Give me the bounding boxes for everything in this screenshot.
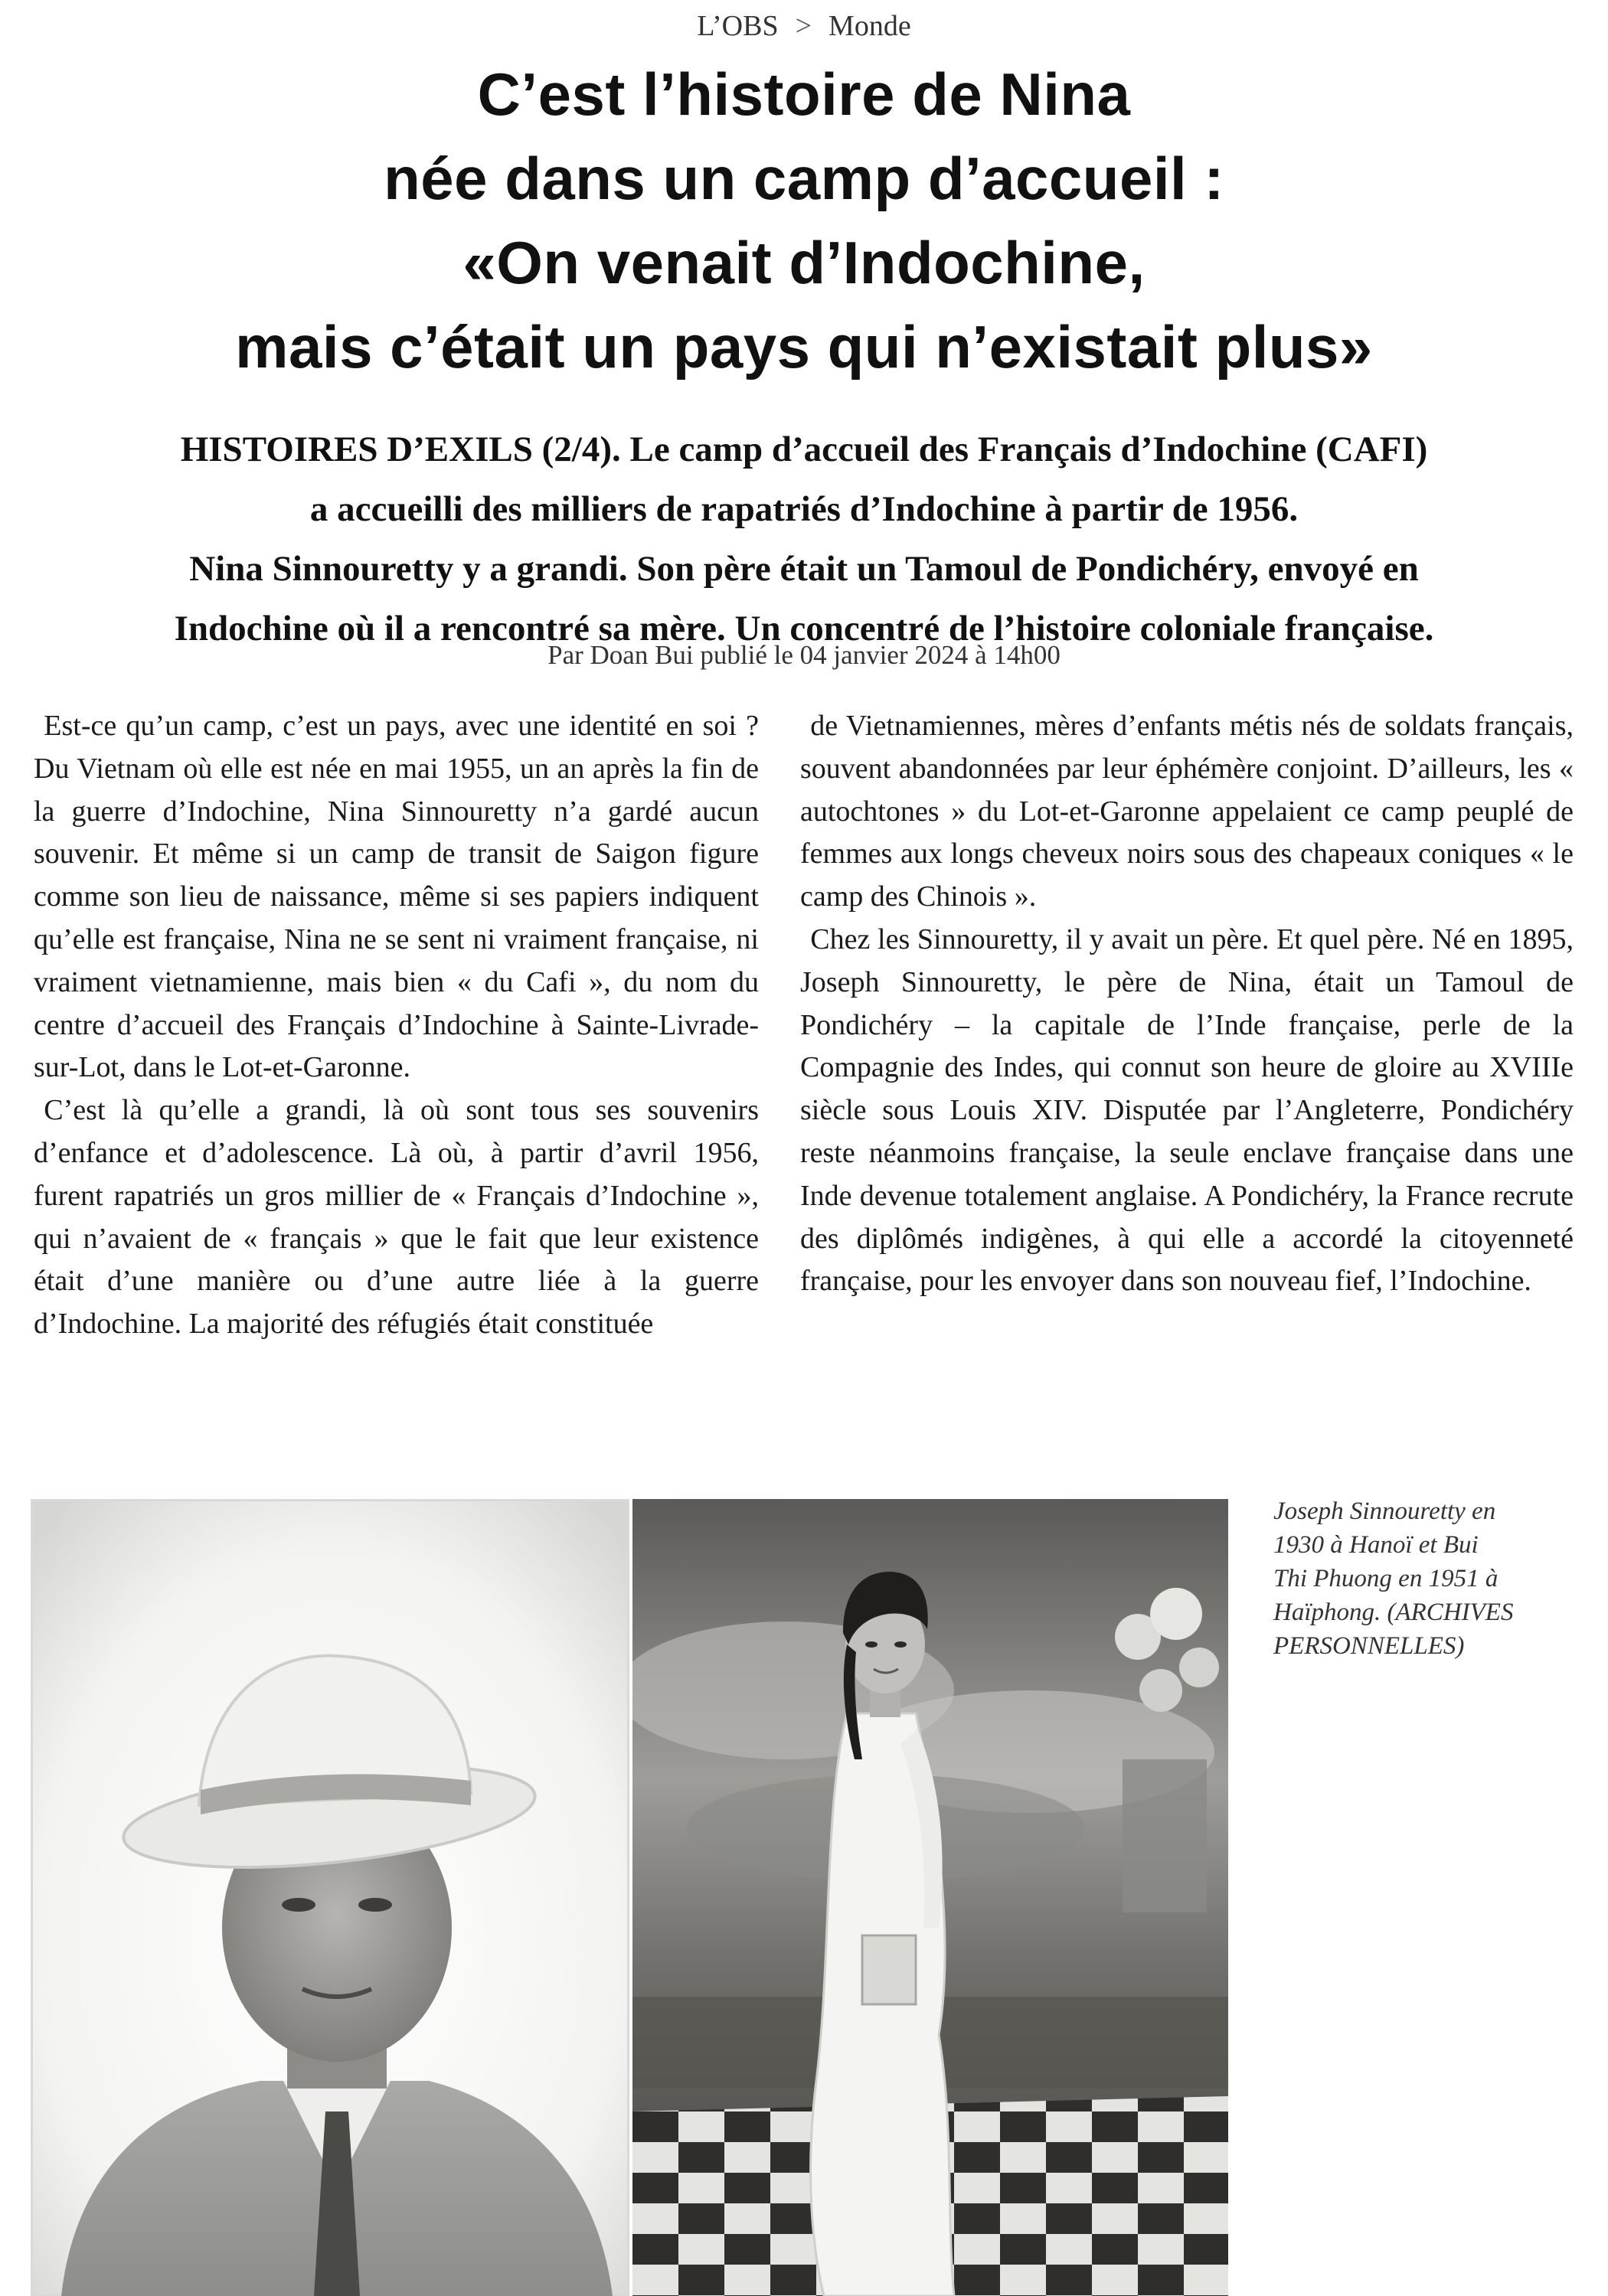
breadcrumb xyxy=(0,9,1608,43)
lede-line: HISTOIRES D’EXILS (2/4). Le camp d’accueil des Français d’Indochine (CAFI) xyxy=(180,429,1428,469)
article-headline xyxy=(15,52,1593,389)
headline-line: née dans un camp d’accueil : xyxy=(384,145,1224,212)
photo-caption xyxy=(1273,1494,1595,1663)
body-paragraph: Chez les Sinnouretty, il y avait un père. Et quel père. Né en 1895, Joseph Sinnouretty, le père de Nina, était un Tamoul de Pondichéry – la capitale de l’Inde française, perle de la Compagnie des Indes, qui connut son heure de gloire au XVIIIe siècle sous Louis XIV. Disputée par l’Angleterre, Pondichéry reste néanmoins française, la seule enclave française dans une Inde devenue totalement anglaise. A Pondichéry, la France recrute des diplômés indigènes, à qui elle a accordé la citoyenneté française, pour les envoyer dans son nouveau fief, l’Indochine. xyxy=(800,923,1574,1298)
breadcrumb-separator: > xyxy=(795,10,812,42)
breadcrumb-site-link[interactable]: L’OBS xyxy=(697,10,779,42)
lede-line: a accueilli des milliers de rapatriés d’Indochine à partir de 1956. xyxy=(309,489,1299,529)
lede-line: Nina Sinnouretty y a grandi. Son père était un Tamoul de Pondichéry, envoyé en xyxy=(189,549,1419,589)
portrait-woman-photo xyxy=(632,1499,1228,2296)
caption-line: Joseph Sinnouretty en xyxy=(1273,1497,1496,1525)
headline-line: mais c’était un pays qui n’existait plus» xyxy=(235,313,1373,380)
portrait-man-photo xyxy=(31,1499,629,2296)
lede-line: Indochine où il a rencontré sa mère. Un concentré de l’histoire coloniale française. xyxy=(174,609,1434,648)
breadcrumb-section-link[interactable]: Monde xyxy=(829,10,911,42)
headline-line: C’est l’histoire de Nina xyxy=(477,60,1131,128)
caption-line: Haïphong. (ARCHIVES xyxy=(1273,1599,1514,1626)
article-lede xyxy=(15,420,1593,658)
byline: Par Doan Bui publié le 04 janvier 2024 à 14h00 xyxy=(547,640,1061,670)
body-paragraph: de Vietnamiennes, mères d’enfants métis nés de soldats français, souvent abandonnées par leur éphémère conjoint. D’ailleurs, les « autochtones » du Lot-et-Garonne appelaient ce camp peuplé de femmes aux longs cheveux noirs sous des chapeaux coniques « le camp des Chinois ». xyxy=(800,710,1574,913)
caption-line: 1930 à Hanoï et Bui xyxy=(1273,1531,1479,1559)
caption-line: Thi Phuong en 1951 à xyxy=(1273,1565,1499,1592)
caption-line: PERSONNELLES) xyxy=(1273,1632,1465,1660)
body-paragraph: C’est là qu’elle a grandi, là où sont tous ses souvenirs d’enfance et d’adolescence. Là où, à partir d’avril 1956, furent rapatriés un gros millier de « Français d’Indochine », qui n’avaient de « français » que le fait que leur existence était d’une manière ou d’une autre liée à la guerre d’Indochine. La majorité des réfugiés était constituée xyxy=(34,1094,759,1341)
headline-line: «On venait d’Indochine, xyxy=(462,229,1146,296)
body-paragraph: Est-ce qu’un camp, c’est un pays, avec une identité en soi ? Du Vietnam où elle est née en mai 1955, un an après la fin de la guerre d’Indochine, Nina Sinnouretty n’a gardé aucun souvenir. Et même si un camp de transit de Saigon figure comme son lieu de naissance, même si ses papiers indiquent qu’elle est française, Nina ne se sent ni vraiment française, ni vraiment vietnamienne, mais bien « du Cafi », du nom du centre d’accueil des Français d’Indochine à Sainte-Livrade-sur-Lot, dans le Lot-et-Garonne. xyxy=(34,710,759,1084)
body-column-left xyxy=(34,705,759,1346)
body-column-right xyxy=(800,705,1574,1303)
